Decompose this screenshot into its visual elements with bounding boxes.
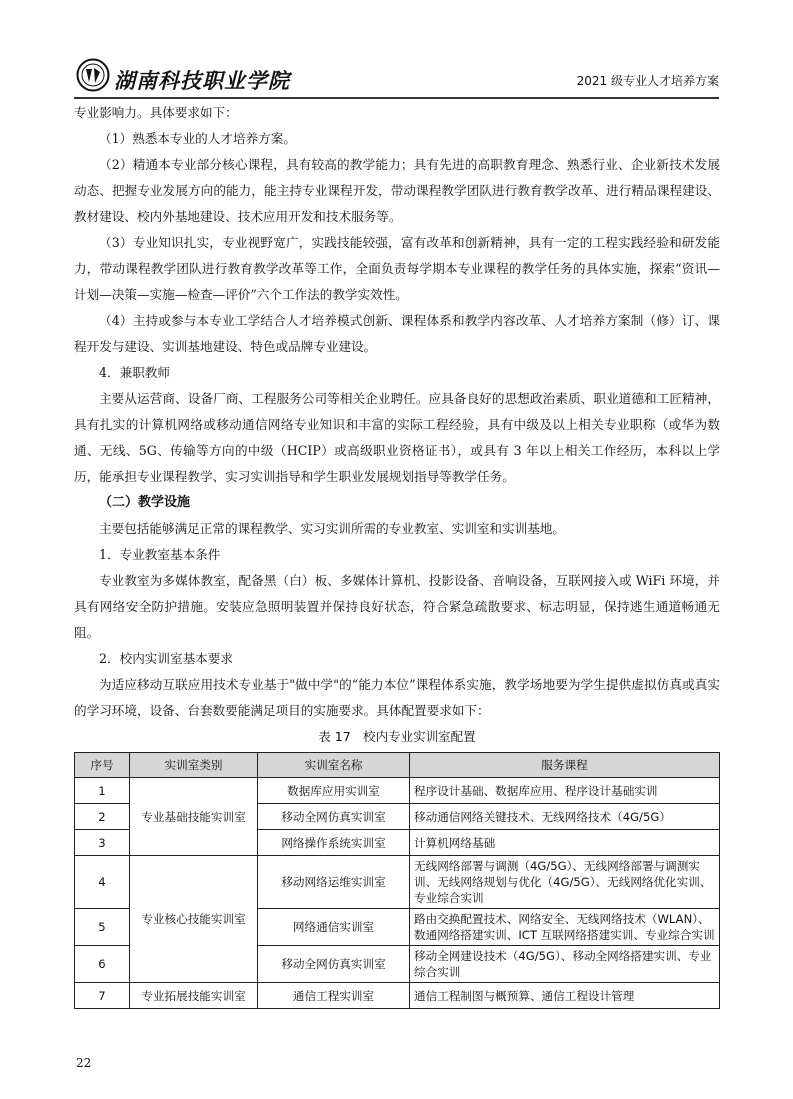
row-number: 7	[75, 983, 130, 1009]
paragraph: 为适应移动互联应用技术专业基于"做中学"的“能力本位”课程体系实施，教学场地要为学生提供虚拟仿真或真实的学习环境，设备、台套数要能满足项目的实施要求。具体配置要求如下：	[74, 677, 720, 718]
room-name: 移动网络运维实训室	[258, 856, 410, 909]
paragraph: （2）精通本专业部分核心课程，具有较高的教学能力；具有先进的高职教育理念、熟悉行业、企业新技术发展动态、把握专业发展方向的能力，能主持专业课程开发，带动课程教学团队进行教育教学改革、进行精品课程建设、教材建设、校内外基地建设、技术应用开发和技术服务等。	[74, 157, 720, 224]
row-number: 3	[75, 830, 130, 856]
subheading: 2．校内实训室基本要求	[99, 651, 233, 666]
training-room-table	[74, 752, 720, 1009]
service-courses: 移动通信网络关键技术、无线网络技术（4G/5G）	[410, 804, 720, 830]
room-category: 专业拓展技能实训室	[130, 983, 258, 1009]
table-row	[75, 778, 720, 804]
column-header: 序号	[75, 753, 130, 778]
service-courses: 计算机网络基础	[410, 830, 720, 856]
subheading: 4．兼职教师	[99, 365, 170, 380]
room-name: 数据库应用实训室	[258, 778, 410, 804]
column-header: 实训室名称	[258, 753, 410, 778]
room-name: 移动全网仿真实训室	[258, 946, 410, 983]
service-courses: 通信工程制图与概预算、通信工程设计管理	[410, 983, 720, 1009]
room-name: 移动全网仿真实训室	[258, 804, 410, 830]
subheading: 1．专业教室基本条件	[99, 547, 221, 562]
room-category: 专业核心技能实训室	[130, 856, 258, 983]
paragraph: 主要包括能够满足正常的课程教学、实习实训所需的专业教室、实训室和实训基地。	[99, 521, 565, 536]
table-caption: 表 17 校内专业实训室配置	[318, 729, 476, 744]
column-header: 实训室类别	[130, 753, 258, 778]
school-logo-icon	[76, 58, 110, 92]
paragraph: （3）专业知识扎实，专业视野宽广，实践技能较强，富有改革和创新精神，具有一定的工程实践经验和研发能力，带动课程教学团队进行教育教学改革等工作，全面负责每学期本专业课程的教学任务的具体实施，探索“资讯—计划—决策—实施—检查—评价”六个工作法的教学实效性。	[74, 235, 720, 302]
paragraph: （4）主持或参与本专业工学结合人才培养模式创新、课程体系和教学内容改革、人才培养方案制（修）订、课程开发与建设、实训基地建设、特色或品牌专业建设。	[74, 313, 720, 354]
service-courses: 移动全网建设技术（4G/5G）、移动全网络搭建实训、专业综合实训	[410, 946, 720, 983]
room-name: 通信工程实训室	[258, 983, 410, 1009]
paragraph: （1）熟悉本专业的人才培养方案。	[99, 131, 296, 146]
school-name: 湖南科技职业学院	[114, 68, 290, 93]
page-header	[74, 58, 719, 98]
page-content	[74, 100, 720, 1009]
row-number: 2	[75, 804, 130, 830]
row-number: 5	[75, 909, 130, 946]
service-courses: 程序设计基础、数据库应用、程序设计基础实训	[410, 778, 720, 804]
service-courses: 无线网络部署与调测（4G/5G）、无线网络部署与调测实训、无线网络规划与优化（4G/5G）、无线网络优化实训、专业综合实训	[410, 856, 720, 909]
paragraph: 专业教室为多媒体教室，配备黑（白）板、多媒体计算机、投影设备、音响设备，互联网接入或 WiFi 环境，并具有网络安全防护措施。安装应急照明装置并保持良好状态，符合紧急疏散要求、标志明显，保持逃生通道畅通无阻。	[74, 573, 720, 640]
row-number: 1	[75, 778, 130, 804]
paragraph: 主要从运营商、设备厂商、工程服务公司等相关企业聘任。应具备良好的思想政治素质、职业道德和工匠精神，具有扎实的计算机网络或移动通信网络专业知识和丰富的实际工程经验，具有中级及以上相关专业职称（或华为数通、无线、5G、传输等方向的中级（HCIP）或高级职业资格证书），或具有 3 年以上相关工作经历，本科以上学历，能承担专业课程教学、实习实训指导和学生职业发展规划指导等教学任务。	[74, 391, 720, 484]
service-courses: 路由交换配置技术、网络安全、无线网络技术（WLAN）、数通网络搭建实训、ICT 互联网络搭建实训、专业综合实训	[410, 909, 720, 946]
paragraph: 专业影响力。具体要求如下：	[74, 105, 238, 120]
room-name: 网络通信实训室	[258, 909, 410, 946]
row-number: 4	[75, 856, 130, 909]
table-row	[75, 856, 720, 909]
row-number: 6	[75, 946, 130, 983]
room-name: 网络操作系统实训室	[258, 830, 410, 856]
section-heading: （二）教学设施	[99, 495, 191, 510]
table-header-row	[75, 753, 720, 778]
page-number: 22	[76, 1056, 92, 1070]
column-header: 服务课程	[410, 753, 720, 778]
header-divider	[74, 97, 719, 99]
room-category: 专业基础技能实训室	[130, 778, 258, 856]
document-title: 2021 级专业人才培养方案	[576, 74, 719, 88]
table-row	[75, 983, 720, 1009]
